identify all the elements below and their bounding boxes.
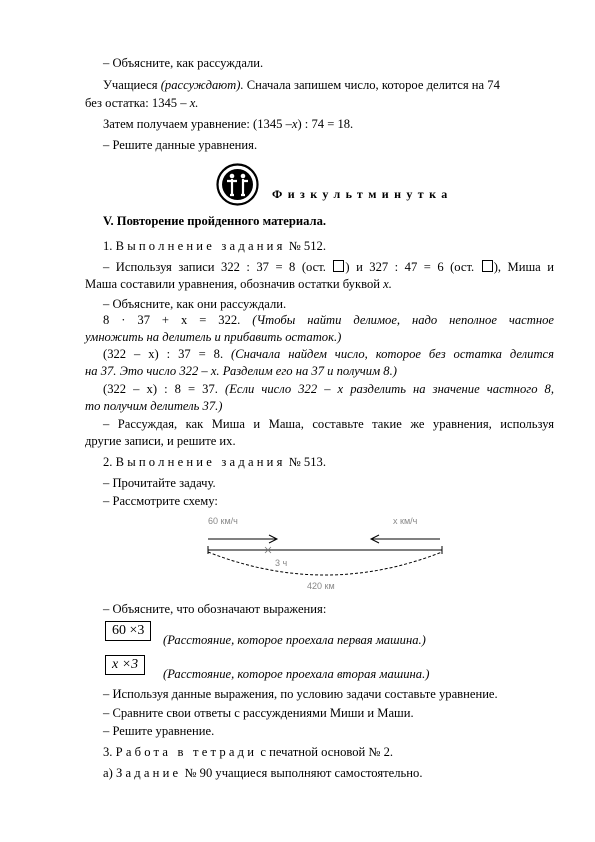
remainder-box-icon (482, 260, 493, 272)
line-solve: – Решите данные уравнения. (103, 138, 258, 152)
eq1-equation: 8 · 37 + x = 322. (103, 313, 241, 327)
speed1-label: 60 км/ч (208, 516, 238, 526)
task-90-line (103, 765, 422, 781)
line-look-scheme: – Рассмотрите схему: (103, 494, 218, 508)
task-90-spaced: Задание (115, 766, 182, 780)
line-explain-reasoning: – Объясните, как они рассуждали. (103, 297, 287, 311)
distance-label: 420 км (307, 581, 335, 591)
fizkult-heading: Физкультминутка (272, 187, 453, 201)
students-reasoning: (рассуждают). (160, 78, 244, 92)
equation-x: x (291, 117, 298, 131)
eq3-note: (Если число 322 – x разделить на значение частного 8, (225, 382, 554, 396)
task-513-rest: № 513. (288, 455, 326, 469)
workbook-spaced: Работа в тетради (115, 745, 258, 759)
task-512-heading (103, 238, 326, 254)
line-solve-equation: – Решите уравнение. (103, 724, 215, 738)
task-90-rest: № 90 учащиеся выполняют самостоятельно. (184, 766, 423, 780)
line-make-equation: – Используя данные выражения, по условию задачи составьте уравнение. (103, 687, 498, 701)
distance-arc (208, 552, 442, 575)
remainder-box-icon (333, 260, 344, 272)
eq1-line (103, 312, 554, 328)
records-text-c: ), Миша и (493, 260, 554, 274)
line-compare: – Сравните свои ответы с рассуждениями Миши и Маши. (103, 706, 414, 720)
made-equations-x: x. (383, 277, 392, 291)
line-remainder (85, 95, 198, 111)
remainder-x: x. (189, 96, 199, 110)
workbook-heading (103, 744, 393, 760)
students-text: Сначала запишем число, которое делится на 74 (246, 78, 500, 92)
eq2-equation: (322 – x) : 37 = 8. (103, 347, 224, 361)
records-text-a: – Используя записи 322 : 37 = 8 (ост. (103, 260, 326, 274)
task-513-heading (103, 454, 326, 470)
records-text-b: ) и 327 : 47 = 6 (ост. (345, 260, 475, 274)
eq2-note-cont: на 37. Это число 322 – x. Разделим его на 37 и получим 8.) (85, 364, 397, 378)
eq3-note-cont: то получим делитель 37.) (85, 399, 223, 413)
eq1-note-cont: умножить на делитель и прибавить остаток.) (85, 330, 342, 344)
line-equation (103, 116, 353, 132)
eq2-note: (Сначала найдем число, которое без остатка делится (231, 347, 554, 361)
line-other-records: другие записи, и решите их. (85, 434, 236, 448)
section-heading: V. Повторение пройденного материала. (103, 214, 327, 228)
line-explain: – Объясните, как рассуждали. (103, 56, 264, 70)
students-label: Учащиеся (103, 78, 158, 92)
line-using-records (103, 259, 554, 275)
eq3-line (103, 381, 554, 397)
task-90-letter: а) (103, 766, 113, 780)
eq2-line (103, 346, 554, 362)
physical-exercise-icon (215, 162, 260, 207)
line-explain-expressions: – Объясните, что обозначают выражения: (103, 602, 327, 616)
task-513-number: 2. (103, 455, 113, 469)
eq1-note: (Чтобы найти делимое, надо неполное частное (252, 313, 554, 327)
remainder-text: без остатка: 1345 – (85, 96, 187, 110)
task-512-spaced: Выполнение задания (115, 239, 286, 253)
workbook-number: 3. (103, 745, 113, 759)
speed2-label: x км/ч (393, 516, 418, 526)
line-made-equations (85, 276, 392, 292)
motion-scheme-diagram (205, 510, 445, 600)
expr-first-box: 60 ×3 (105, 621, 151, 641)
time-label: 3 ч (275, 558, 288, 568)
task-512-rest: № 512. (288, 239, 326, 253)
line-reasoning-like: – Рассуждая, как Миша и Маша, составьте такие же уравнения, используя (103, 417, 554, 431)
expr-second-note: (Расстояние, которое проехала вторая машина.) (163, 667, 430, 681)
expr-second-box: x ×3 (105, 655, 145, 675)
workbook-rest: с печатной основой № 2. (260, 745, 394, 759)
made-equations-text: Маша составили уравнения, обозначив остатки буквой (85, 277, 380, 291)
line-read-task: – Прочитайте задачу. (103, 476, 216, 490)
task-513-spaced: Выполнение задания (115, 455, 286, 469)
equation-start: Затем получаем уравнение: (1345 – (103, 117, 292, 131)
line-students (103, 77, 500, 93)
task-512-number: 1. (103, 239, 113, 253)
expr-first-note: (Расстояние, которое проехала первая машина.) (163, 633, 426, 647)
equation-end: ) : 74 = 18. (297, 117, 354, 131)
eq3-equation: (322 – x) : 8 = 37. (103, 382, 218, 396)
